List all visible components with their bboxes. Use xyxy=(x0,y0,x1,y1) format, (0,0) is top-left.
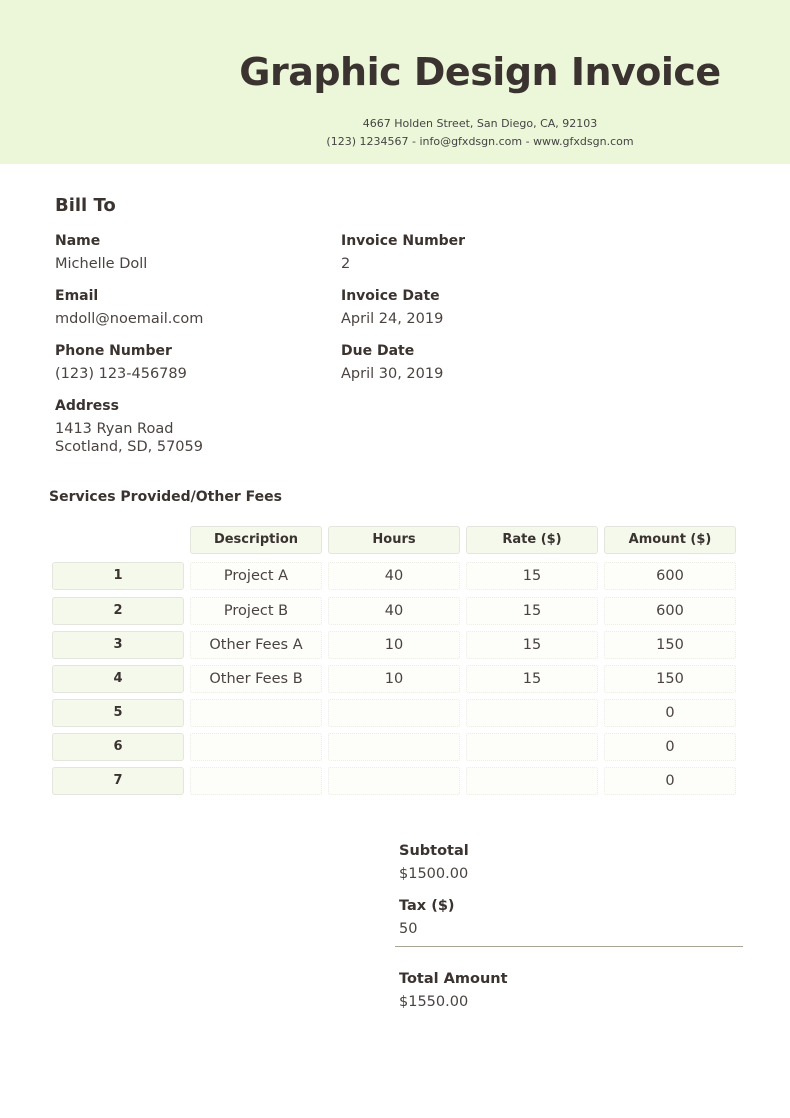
invoice-date-label: Invoice Date xyxy=(341,288,440,304)
row-number: 5 xyxy=(52,699,184,727)
row-number: 4 xyxy=(52,665,184,693)
row-number: 2 xyxy=(52,597,184,625)
description-cell[interactable]: Project B xyxy=(190,597,322,625)
rate-cell[interactable]: 15 xyxy=(466,631,598,659)
column-header-hours: Hours xyxy=(328,526,460,554)
phone-value[interactable]: (123) 123-456789 xyxy=(55,366,187,382)
subtotal-value: $1500.00 xyxy=(399,866,469,882)
invoice-title: Graphic Design Invoice xyxy=(239,50,721,94)
hours-cell[interactable] xyxy=(328,767,460,795)
column-header-rate: Rate ($) xyxy=(466,526,598,554)
hours-cell[interactable]: 40 xyxy=(328,562,460,590)
name-field xyxy=(55,232,147,273)
description-cell[interactable]: Other Fees A xyxy=(190,631,322,659)
email-value[interactable]: mdoll@noemail.com xyxy=(55,311,204,327)
totals-divider xyxy=(395,946,743,947)
invoice-number-field xyxy=(341,232,465,273)
row-number: 7 xyxy=(52,767,184,795)
services-heading: Services Provided/Other Fees xyxy=(49,489,282,505)
bill-to-heading: Bill To xyxy=(55,195,116,216)
address-label: Address xyxy=(55,398,119,414)
tax-label: Tax ($) xyxy=(399,898,455,914)
tax-value[interactable]: 50 xyxy=(399,921,418,937)
invoice-number-label: Invoice Number xyxy=(341,233,466,249)
hours-cell[interactable]: 10 xyxy=(328,665,460,693)
description-cell[interactable] xyxy=(190,767,322,795)
total-amount-label: Total Amount xyxy=(399,971,508,987)
amount-cell: 0 xyxy=(604,767,736,795)
description-cell[interactable]: Other Fees B xyxy=(190,665,322,693)
rate-cell[interactable]: 15 xyxy=(466,665,598,693)
row-number: 1 xyxy=(52,562,184,590)
due-date-label: Due Date xyxy=(341,343,415,359)
row-number: 3 xyxy=(52,631,184,659)
rate-cell[interactable]: 15 xyxy=(466,597,598,625)
total-amount-value: $1550.00 xyxy=(399,994,469,1010)
amount-cell: 150 xyxy=(604,631,736,659)
column-header-amount: Amount ($) xyxy=(604,526,736,554)
amount-cell: 600 xyxy=(604,597,736,625)
amount-cell: 0 xyxy=(604,699,736,727)
amount-cell: 150 xyxy=(604,665,736,693)
address-field xyxy=(55,397,203,456)
address-line2[interactable]: Scotland, SD, 57059 xyxy=(55,439,203,455)
description-cell[interactable] xyxy=(190,733,322,761)
company-address: 4667 Holden Street, San Diego, CA, 92103 xyxy=(362,117,598,130)
row-number: 6 xyxy=(52,733,184,761)
invoice-date-value[interactable]: April 24, 2019 xyxy=(341,311,444,327)
description-cell[interactable] xyxy=(190,699,322,727)
rate-cell[interactable]: 15 xyxy=(466,562,598,590)
rate-cell[interactable] xyxy=(466,767,598,795)
rate-cell[interactable] xyxy=(466,733,598,761)
email-label: Email xyxy=(55,288,99,304)
name-value[interactable]: Michelle Doll xyxy=(55,256,148,272)
phone-field xyxy=(55,342,187,383)
address-line1[interactable]: 1413 Ryan Road xyxy=(55,421,174,437)
column-header-description: Description xyxy=(190,526,322,554)
rate-cell[interactable] xyxy=(466,699,598,727)
hours-cell[interactable]: 10 xyxy=(328,631,460,659)
invoice-date-field xyxy=(341,287,443,328)
hours-cell[interactable] xyxy=(328,733,460,761)
company-contact: (123) 1234567 - info@gfxdsgn.com - www.gfxdsgn.com xyxy=(326,135,634,148)
email-field xyxy=(55,287,203,328)
subtotal-label: Subtotal xyxy=(399,843,469,859)
invoice-number-value[interactable]: 2 xyxy=(341,256,351,272)
due-date-field xyxy=(341,342,443,383)
hours-cell[interactable]: 40 xyxy=(328,597,460,625)
name-label: Name xyxy=(55,233,101,249)
due-date-value[interactable]: April 30, 2019 xyxy=(341,366,444,382)
amount-cell: 600 xyxy=(604,562,736,590)
amount-cell: 0 xyxy=(604,733,736,761)
hours-cell[interactable] xyxy=(328,699,460,727)
description-cell[interactable]: Project A xyxy=(190,562,322,590)
phone-label: Phone Number xyxy=(55,343,172,359)
